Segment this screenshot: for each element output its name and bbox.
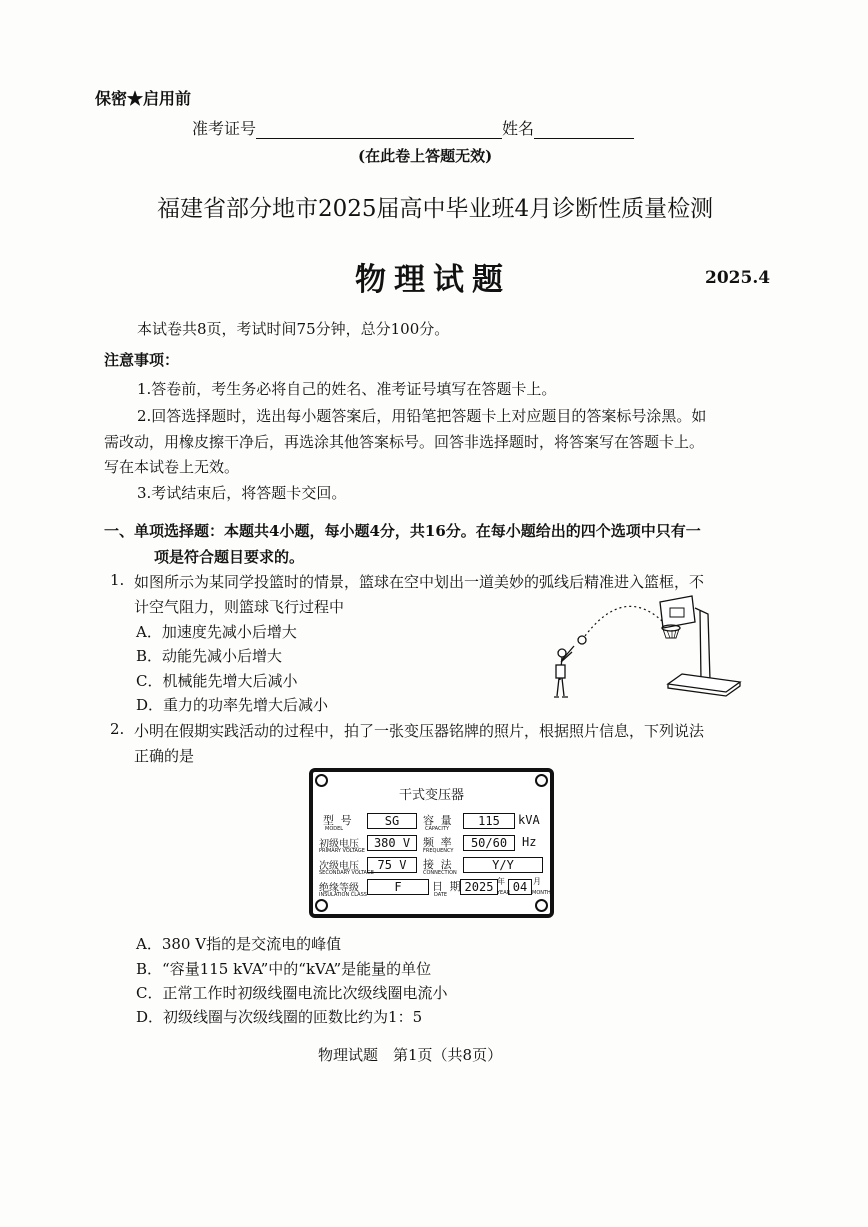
screw-icon [535, 899, 548, 912]
exam-id-label: 准考证号 [192, 119, 257, 138]
capacity-label-en: CAPACITY [425, 826, 450, 832]
basketball-figure [540, 592, 755, 710]
q1-option-d: D．重力的功率先增大后减小 [136, 696, 329, 714]
exam-title: 福建省部分地市2025届高中毕业班4月诊断性质量检测 [157, 196, 714, 222]
note-1: 1.答卷前，考生务必将自己的姓名、准考证号填写在答题卡上。 [137, 380, 557, 398]
exam-id-field[interactable] [256, 122, 502, 139]
page-footer: 物理试题 第1页（共8页） [318, 1046, 503, 1064]
insulation-class-value: F [367, 879, 429, 895]
insulation-class-label: 绝缘等级 [319, 883, 359, 894]
month-unit: 月 [533, 877, 541, 886]
q2-option-a: A．380 V指的是交流电的峰值 [136, 935, 342, 953]
intro-text: 本试卷共8页，考试时间75分钟，总分100分。 [137, 320, 450, 338]
q2-option-c: C．正常工作时初级线圈电流比次级线圈电流小 [136, 984, 448, 1002]
frequency-unit: Hz [522, 835, 537, 849]
frequency-value: 50/60 [463, 835, 515, 851]
name-label: 姓名 [502, 119, 535, 138]
note-2-line-1: 2.回答选择题时，选出每小题答案后，用铅笔把答题卡上对应题目的答案标号涂黑。如 [137, 407, 707, 425]
connection-label: 接 法 [423, 858, 452, 871]
notes-heading: 注意事项： [104, 351, 180, 369]
connection-label-en: CONNECTION [423, 870, 457, 876]
year-unit: 年 [497, 877, 505, 886]
q1-stem-line-1: 如图所示为某同学投篮时的情景，篮球在空中划出一道美妙的弧线后精准进入篮框，不 [134, 573, 705, 591]
q2-stem-line-1: 小明在假期实践活动的过程中，拍了一张变压器铭牌的照片，根据照片信息，下列说法 [134, 722, 705, 740]
primary-voltage-label-en: PRIMARY VOLTAGE [319, 848, 365, 854]
q1-option-c: C．机械能先增大后减小 [136, 672, 298, 690]
frequency-label-en: FREQUENCY [423, 848, 454, 854]
date-year-value: 2025 [460, 879, 498, 895]
section-1-heading-cont: 项是符合题目要求的。 [154, 548, 305, 566]
note-3: 3.考试结束后，将答题卡交回。 [137, 484, 347, 502]
note-2-line-3: 写在本试卷上无效。 [104, 458, 240, 476]
secondary-voltage-label-en: SECONDARY VOLTAGE [319, 870, 374, 876]
exam-date: 2025.4 [705, 268, 771, 288]
secondary-voltage-value: 75 V [367, 857, 417, 873]
date-label-en: DATE [434, 892, 448, 898]
primary-voltage-value: 380 V [367, 835, 417, 851]
capacity-unit: kVA [518, 813, 540, 827]
confidential-label: 保密★启用前 [95, 89, 192, 108]
secondary-voltage-label: 次级电压 [319, 861, 359, 872]
q1-number: 1. [110, 571, 125, 589]
frequency-label: 频 率 [423, 836, 452, 849]
insulation-class-label-en: INSULATION CLASS [319, 892, 367, 898]
q2-stem-line-2: 正确的是 [134, 747, 195, 765]
basketball [578, 636, 586, 644]
q2-option-d: D．初级线圈与次级线圈的匝数比约为1：5 [136, 1008, 423, 1026]
date-label: 日 期 [432, 880, 461, 893]
invalid-note: (在此卷上答题无效) [358, 147, 493, 165]
nameplate-title: 干式变压器 [398, 788, 464, 803]
connection-value: Y/Y [463, 857, 543, 873]
exam-id-row [192, 116, 634, 139]
primary-voltage-label: 初级电压 [319, 839, 359, 850]
model-label-en: MODEL [325, 826, 344, 832]
ball-trajectory [582, 606, 668, 640]
month-unit-en: MONTH [532, 890, 551, 896]
q1-option-a: A．加速度先减小后增大 [136, 623, 297, 641]
capacity-label: 容 量 [423, 814, 452, 827]
model-label: 型 号 [323, 814, 352, 827]
model-value: SG [367, 813, 417, 829]
basketball-hoop [660, 596, 740, 696]
note-2-line-2: 需改动，用橡皮擦干净后，再选涂其他答案标号。回答非选择题时，将答案写在答题卡上。 [104, 433, 705, 451]
q2-option-b: B．“容量115 kVA”中的“kVA”是能量的单位 [136, 960, 432, 978]
section-1-heading: 一、单项选择题：本题共4小题，每小题4分，共16分。在每小题给出的四个选项中只有一 [104, 522, 701, 540]
name-field[interactable] [534, 122, 634, 139]
transformer-nameplate [309, 768, 554, 918]
date-month-value: 04 [508, 879, 532, 895]
year-unit-en: YEAR [497, 890, 511, 896]
q1-option-b: B．动能先减小后增大 [136, 647, 283, 665]
player [554, 646, 574, 697]
subject-title: 物理试题 [355, 262, 511, 298]
capacity-value: 115 [463, 813, 515, 829]
q1-stem-line-2: 计空气阻力，则篮球飞行过程中 [134, 598, 345, 616]
screw-icon [315, 899, 328, 912]
q2-number: 2. [110, 720, 125, 738]
